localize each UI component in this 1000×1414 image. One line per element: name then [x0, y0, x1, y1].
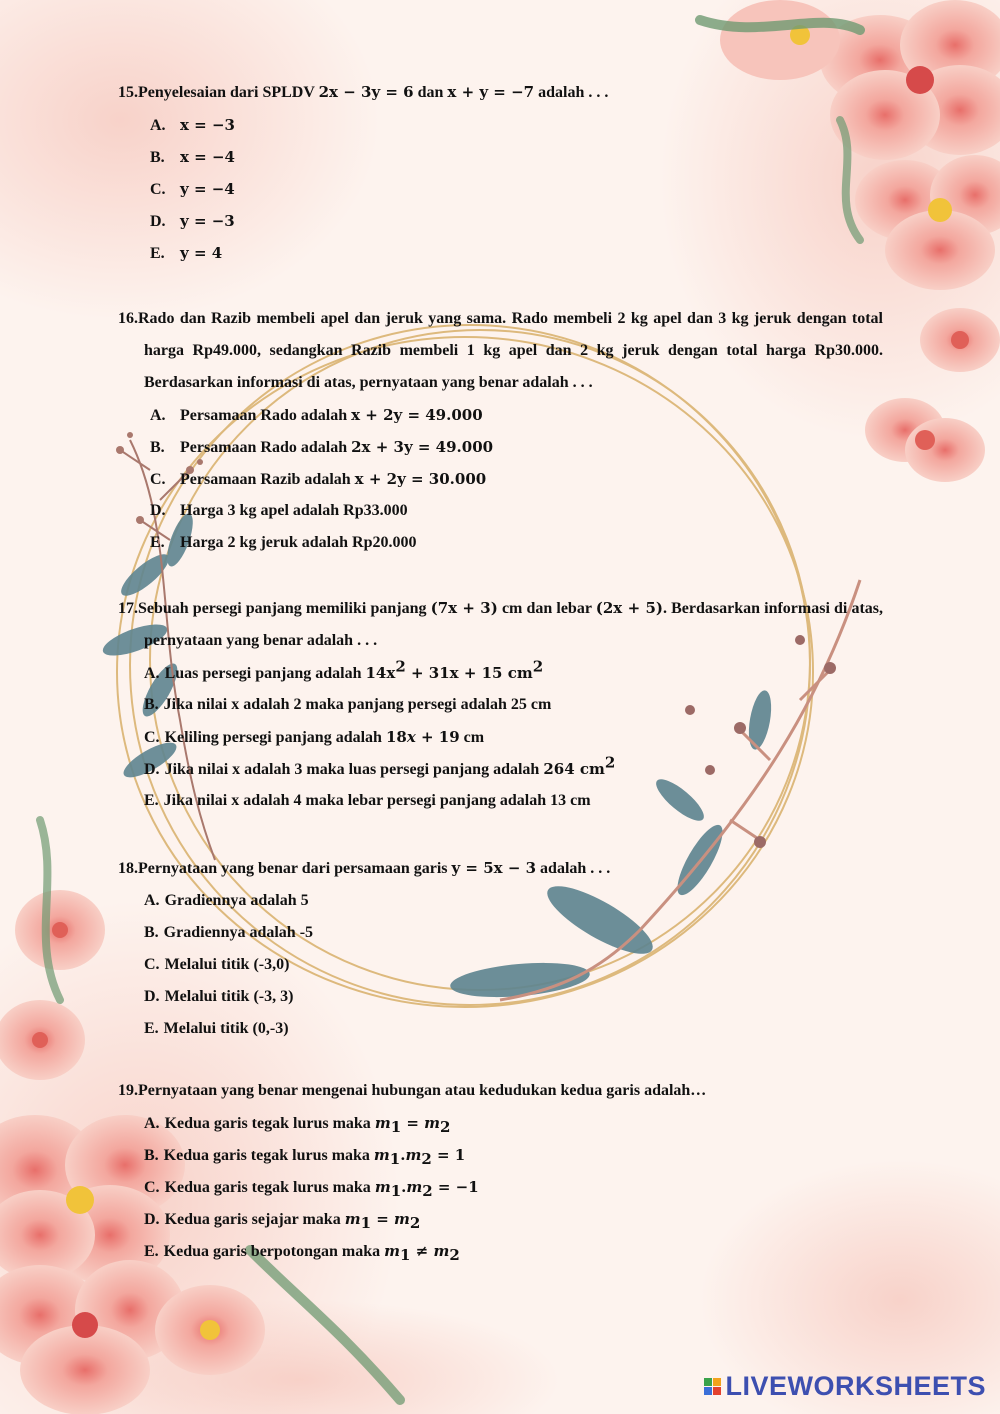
question-15 [118, 76, 883, 269]
option-18a[interactable]: A. Gradiennya adalah 5 [144, 892, 309, 909]
option-16c[interactable]: C. Persamaan Razib adalah x + 2y = 30.000 [150, 470, 487, 488]
option-15b[interactable]: B. x = −4 [150, 148, 235, 166]
option-15e[interactable]: E. y = 4 [150, 244, 223, 262]
option-17c[interactable]: C. Keliling persegi panjang adalah 18x + 19 cm [144, 728, 485, 746]
option-15d[interactable]: D. y = −3 [150, 212, 235, 230]
option-17e[interactable]: E. Jika nilai x adalah 4 maka lebar persegi panjang adalah 13 cm [144, 792, 591, 809]
question-16-stem: 16.Rado dan Razib membeli apel dan jeruk yang sama. Rado membeli 2 kg apel dan 3 kg jeruk dengan total harga Rp49.000, sedangkan Razib membeli 1 kg apel dan 2 kg jeruk dengan total harga Rp30.000. Berdasarkan informasi di atas, pernyataan yang benar adalah . . . [118, 310, 883, 391]
option-19a[interactable]: A. Kedua garis tegak lurus maka $m_1 = m_2$ [144, 1114, 451, 1137]
option-17a[interactable]: A. Luas persegi panjang adalah $14x^2 + 31x + 15$ $cm^2$ [144, 657, 544, 682]
option-18c[interactable]: C. Melalui titik (-3,0) [144, 956, 290, 973]
option-18b[interactable]: B. Gradiennya adalah -5 [144, 924, 314, 941]
question-16-options [118, 399, 883, 559]
option-16e[interactable]: E. Harga 2 kg jeruk adalah Rp20.000 [150, 534, 417, 551]
option-15c[interactable]: C. y = −4 [150, 180, 235, 198]
question-15-stem: 15.Penyelesaian dari SPLDV 2x − 3y = 6 dan x + y = −7 adalah . . . [118, 83, 609, 101]
option-15a[interactable]: A. x = −3 [150, 116, 235, 134]
question-19 [118, 1075, 883, 1267]
question-19-stem: 19.Pernyataan yang benar mengenai hubungan atau kedudukan kedua garis adalah… [118, 1082, 707, 1099]
liveworksheets-logo-text: LIVEWORKSHEETS [725, 1371, 986, 1401]
question-17-options [118, 657, 883, 817]
option-19d[interactable]: D. Kedua garis sejajar maka $m_1 = m_2$ [144, 1210, 421, 1233]
question-17 [118, 592, 883, 817]
option-18e[interactable]: E. Melalui titik (0,-3) [144, 1020, 289, 1037]
option-17b[interactable]: B. Jika nilai x adalah 2 maka panjang persegi adalah 25 cm [144, 696, 552, 713]
option-16a[interactable]: A. Persamaan Rado adalah x + 2y = 49.000 [150, 406, 483, 424]
question-15-options [118, 109, 883, 269]
liveworksheets-logo[interactable] [704, 1371, 986, 1402]
option-16d[interactable]: D. Harga 3 kg apel adalah Rp33.000 [150, 502, 408, 519]
question-18-stem: 18.Pernyataan yang benar dari persamaan garis y = 5x − 3 adalah . . . [118, 859, 611, 877]
question-17-stem: 17.Sebuah persegi panjang memiliki panjang (7x + 3) cm dan lebar (2x + 5). Berdasarkan informasi di atas, pernyataan yang benar adalah . . . [118, 599, 884, 649]
option-18d[interactable]: D. Melalui titik (-3, 3) [144, 988, 294, 1005]
question-19-options [118, 1107, 883, 1267]
question-18-options [118, 885, 883, 1045]
liveworksheets-logo-icon [704, 1378, 721, 1395]
option-19b[interactable]: B. Kedua garis tegak lurus maka $m_1.m_2 = 1$ [144, 1146, 466, 1169]
option-19e[interactable]: E. Kedua garis berpotongan maka $m_1 \ne m_2$ [144, 1242, 460, 1265]
question-18 [118, 852, 883, 1045]
option-19c[interactable]: C. Kedua garis tegak lurus maka $m_1.m_2 = -1$ [144, 1178, 479, 1201]
option-17d[interactable]: D. Jika nilai x adalah 3 maka luas persegi panjang adalah 264 $cm^2$ [144, 753, 616, 778]
question-16 [118, 303, 883, 559]
option-16b[interactable]: B. Persamaan Rado adalah 2x + 3y = 49.000 [150, 438, 494, 456]
